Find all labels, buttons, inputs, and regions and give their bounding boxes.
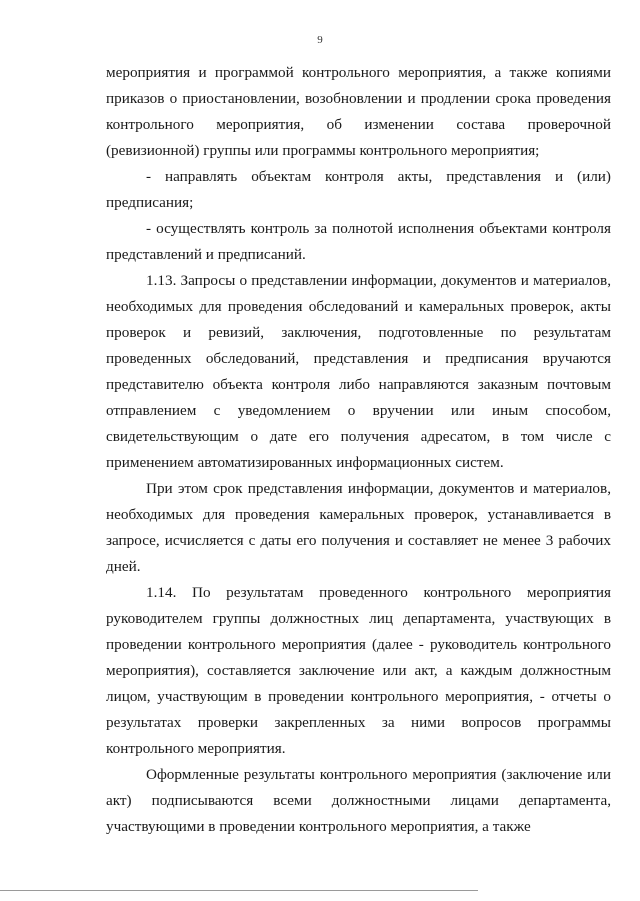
paragraph-list-item-control: - осуществлять контроль за полнотой исполнения объектами контроля представлений и предписаний.: [106, 220, 611, 263]
footer-rule: [0, 890, 478, 891]
paragraph-deadline: При этом срок представления информации, документов и материалов, необходимых для проведения камеральных проверок, устанавливается в запросе, исчисляется с даты его получения и составляет не менее 3 рабочих дней.: [106, 480, 611, 575]
page-number: 9: [317, 34, 323, 46]
paragraph-1-14: 1.14. По результатам проведенного контрольного мероприятия руководителем группы должностных лиц департамента, участвующих в проведении контрольного мероприятия (далее - руководитель контрольного мероприятия), составляется заключение или акт, а каждым должностным лицом, участвующим в проведении контрольного мероприятия, - отчеты о результатах проверки закрепленных за ними вопросов программы контрольного мероприятия.: [106, 584, 611, 757]
paragraph-1-13: 1.13. Запросы о представлении информации, документов и материалов, необходимых для проведения обследований и камеральных проверок, акты проверок и ревизий, заключения, подготовленные по результатам проведенных обследований, представления и предписания вручаются представителю объекта контроля либо направляются заказным почтовым отправлением с уведомлением о вручении или иным способом, свидетельствующим о дате его получения адресатом, в том числе с применением автоматизированных информационных систем.: [106, 272, 611, 471]
document-body: [106, 60, 611, 840]
paragraph-continuation: мероприятия и программой контрольного мероприятия, а также копиями приказов о приостановлении, возобновлении и продлении срока проведения контрольного мероприятия, об изменении состава проверочной (ревизионной) группы или программы контрольного мероприятия;: [106, 64, 611, 159]
paragraph-signing: Оформленные результаты контрольного мероприятия (заключение или акт) подписываются всеми должностными лицами департамента, участвующими в проведении контрольного мероприятия, а также: [106, 766, 611, 835]
paragraph-list-item-acts: - направлять объектам контроля акты, представления и (или) предписания;: [106, 168, 611, 211]
